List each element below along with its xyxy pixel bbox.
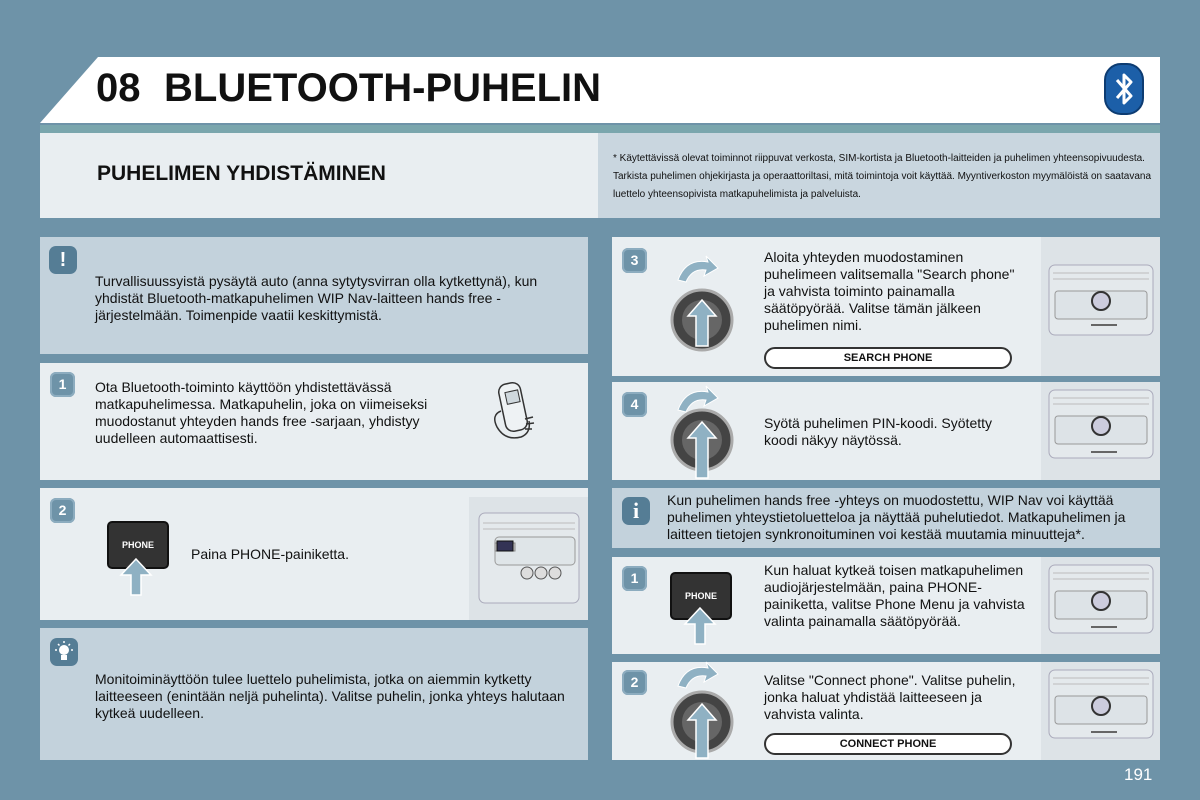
step-number: 1 bbox=[622, 566, 647, 591]
phone-in-hand-image bbox=[469, 363, 588, 480]
warning-icon: ! bbox=[49, 246, 77, 274]
radio-panel-image bbox=[1041, 382, 1160, 480]
radio-panel-image bbox=[1041, 237, 1160, 376]
step-3-text: Aloita yhteyden muodostaminen puhelimeen valitsemalla "Search phone" ja vahvista toiminto painamalla säätöpyörää. Valitse tämän jälkeen puhelimen nimi. bbox=[764, 249, 1015, 333]
step-number: 1 bbox=[50, 372, 75, 397]
tip-lamp-icon bbox=[50, 638, 78, 666]
tip-text: Monitoiminäyttöön tulee luettelo puhelimista, jotka on aiemmin kytketty laitteeseen (enintään neljä puhelinta). Valitse puhelin, jonka yhteys halutaan kytkeä uudelleen. bbox=[95, 671, 565, 721]
bluetooth-icon bbox=[1104, 63, 1144, 115]
footnote-text: * Käytettävissä olevat toiminnot riippuvat verkosta, SIM-kortista ja Bluetooth-laitteiden ja puhelimen yhteensopivuudesta. Tarkista puhelimen ohjekirjasta ja operaattoriltasi, mitä toimintoja voit käyttää. Myyntiverkoston myymälöistä on saatavana luettelo yhteensopivista matkapuhelimista ja palveluista. bbox=[613, 153, 1152, 200]
phone-button[interactable]: PHONE bbox=[670, 572, 732, 620]
sub-step-1-text: Kun haluat kytkeä toisen matkapuhelimen audiojärjestelmään, paina PHONE-painiketta, valitse Phone Menu ja vahvista valinta painamalla säätöpyörää. bbox=[764, 562, 1025, 629]
step-4-text: Syötä puhelimen PIN-koodi. Syötetty koodi näkyy näytössä. bbox=[764, 415, 993, 448]
header-divider bbox=[40, 125, 1160, 133]
info-icon: i bbox=[622, 497, 650, 525]
header-corner bbox=[40, 57, 98, 123]
info-text: Kun puhelimen hands free -yhteys on muodostettu, WIP Nav voi käyttää puhelimen yhteystietoluetteloa ja näyttää puhelutiedot. Matkapuhelimen ja laitteen tietojen synkronoituminen voi kestää muutamia minuutteja*. bbox=[667, 492, 1126, 542]
chapter-number: 08 bbox=[96, 66, 141, 110]
radio-panel-image bbox=[1041, 557, 1160, 654]
step-1-text: Ota Bluetooth-toiminto käyttöön yhdistettävässä matkapuhelimessa. Matkapuhelin, joka on viimeiseksi muodostanut yhteyden hands free -sarjaan, yhdistyy uudelleen automaattisesti. bbox=[95, 379, 428, 446]
radio-panel-image bbox=[469, 497, 588, 620]
connect-phone-menu-item[interactable]: CONNECT PHONE bbox=[764, 733, 1012, 755]
press-arrow-icon bbox=[119, 557, 153, 597]
warning-text: Turvallisuussyistä pysäytä auto (anna sytytysvirran olla kytkettynä), kun yhdistät Bluetooth-matkapuhelimen WIP Nav-laitteen hands free -järjestelmään. Toimenpide vaatii keskittymistä. bbox=[95, 273, 538, 323]
step-number: 2 bbox=[622, 670, 647, 695]
sub-step-2-text: Valitse "Connect phone". Valitse puhelin, jonka haluat yhdistää laitteeseen ja vahvista valinta. bbox=[764, 672, 1016, 722]
search-phone-menu-item[interactable]: SEARCH PHONE bbox=[764, 347, 1012, 369]
press-arrow-icon bbox=[683, 606, 717, 646]
dial-knob-icon[interactable] bbox=[666, 384, 738, 484]
page-title: BLUETOOTH-PUHELIN bbox=[164, 66, 602, 110]
section-title: PUHELIMEN YHDISTÄMINEN bbox=[97, 162, 386, 185]
step-number: 3 bbox=[622, 248, 647, 273]
page-number: 191 bbox=[1124, 765, 1153, 784]
dial-knob-icon[interactable] bbox=[666, 254, 738, 354]
step-number: 2 bbox=[50, 498, 75, 523]
radio-panel-image bbox=[1041, 662, 1160, 760]
phone-button[interactable]: PHONE bbox=[107, 521, 169, 569]
dial-knob-icon[interactable] bbox=[666, 660, 738, 760]
step-2-text: Paina PHONE-painiketta. bbox=[191, 546, 349, 562]
step-number: 4 bbox=[622, 392, 647, 417]
